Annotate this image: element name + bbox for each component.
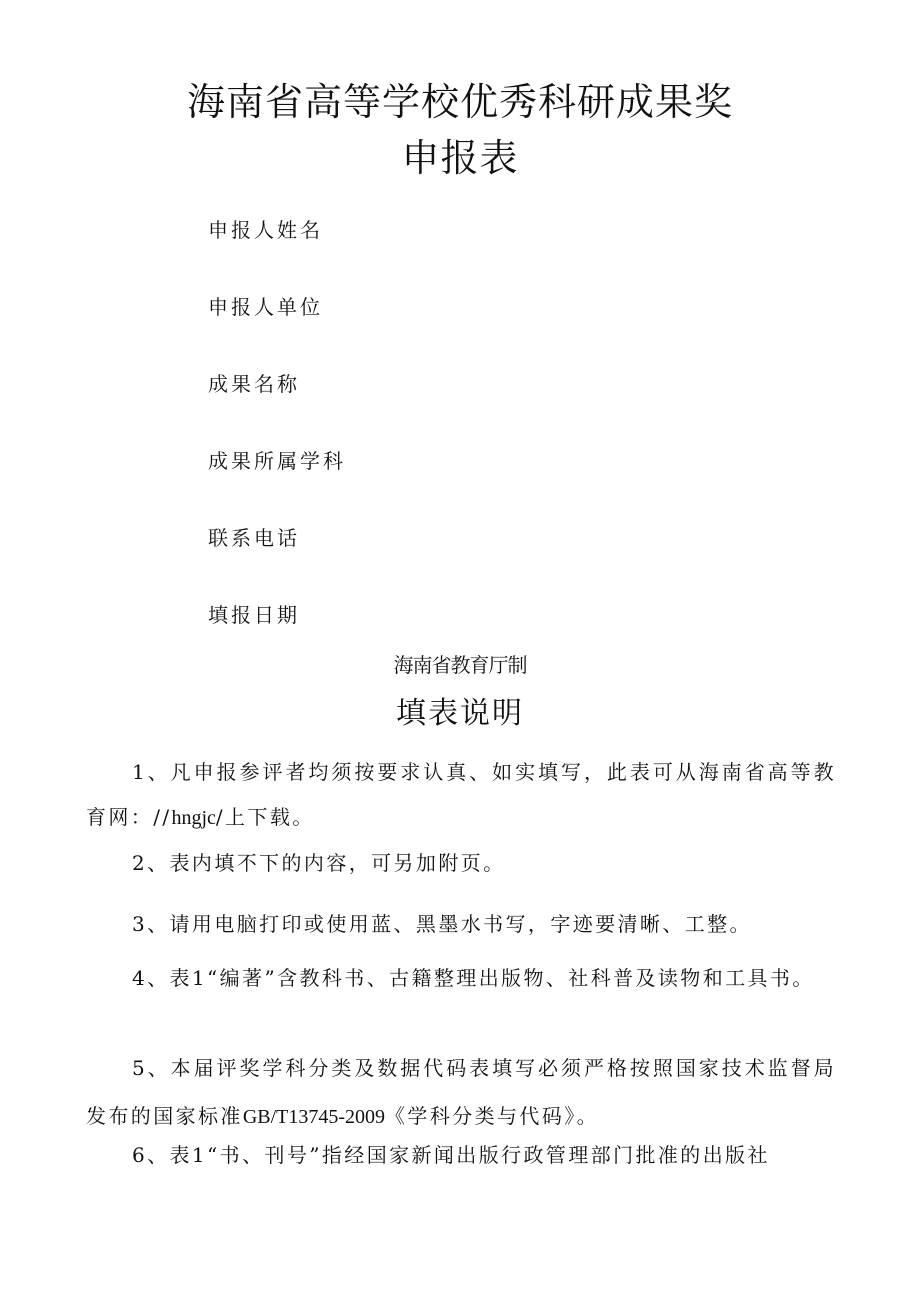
instruction-text: 1、凡申报参评者均须按要求认真、如实填写，此表可从海南省高等教育网：//	[86, 760, 836, 829]
instruction-text: /上下载。	[215, 805, 315, 829]
instruction-item	[86, 1044, 836, 1141]
instruction-text: 2、表内填不下的内容，可另加附页。	[132, 851, 506, 875]
instruction-item	[86, 955, 836, 1001]
instruction-item	[86, 1140, 836, 1170]
field-achievement-name: 成果名称	[208, 372, 300, 396]
instruction-item	[86, 909, 836, 939]
form-title: 海南省高等学校优秀科研成果奖	[186, 80, 733, 124]
instruction-text: 《学科分类与代码》。	[385, 1104, 600, 1128]
instruction-text: 3、请用电脑打印或使用蓝、黑墨水书写，字迹要清晰、工整。	[132, 912, 752, 936]
instruction-text: 6、表1“书、刊号”指经国家新闻出版行政管理部门批准的出版社	[132, 1143, 770, 1167]
instructions-heading: 填表说明	[396, 696, 524, 731]
instruction-text-latin: hngjc	[171, 807, 216, 829]
instruction-item	[86, 750, 836, 841]
field-fill-date: 填报日期	[208, 603, 300, 627]
instruction-text: 4、表1“编著”含教科书、古籍整理出版物、社科普及读物和工具书。	[132, 966, 815, 990]
instruction-text: 5、本届评奖学科分类及数据代码表填写必须严格按照国家技术监督局发布的国家标准	[86, 1056, 836, 1128]
field-phone: 联系电话	[208, 526, 300, 550]
field-applicant-name: 申报人姓名	[208, 218, 323, 242]
instruction-item	[86, 848, 836, 878]
issuer-label: 海南省教育厅制	[393, 653, 527, 677]
form-subtitle: 申报表	[401, 136, 519, 180]
instruction-text-latin: GB/T13745-2009	[242, 1106, 386, 1128]
field-applicant-unit: 申报人单位	[208, 295, 323, 319]
field-discipline: 成果所属学科	[208, 449, 346, 473]
